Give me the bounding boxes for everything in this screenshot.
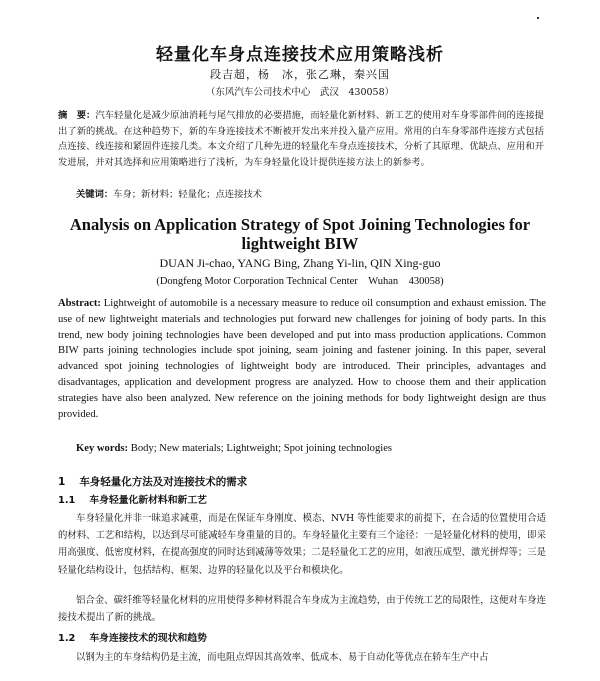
subsection-1-1-heading bbox=[58, 492, 207, 506]
subsection-1-1-title: 车身轻量化新材料和新工艺 bbox=[89, 495, 207, 506]
chinese-keywords bbox=[76, 186, 546, 200]
subsection-1-2-number: 1.2 bbox=[58, 633, 76, 644]
subsection-1-2-heading bbox=[58, 630, 207, 644]
chinese-abstract-text: 汽车轻量化是减少原油消耗与尾气排放的必要措施，而轻量化新材料、新工艺的使用对车身零部件间的连接提出了新的挑战。在这种趋势下，新的车身连接技术不断被开发出来并投入量产应用。常用的白车身零部件连接方式包括点连接、线连接和紧固件连接几类。本文介绍了几种先进的轻量化车身点连接技术，分析了其原理、优缺点、应用和开发进展，并对其选择和应用策略进行了浅析，为车身轻量化设计提供连接方法上的新参考。 bbox=[58, 110, 544, 168]
section-1-title: 车身轻量化方法及对连接技术的需求 bbox=[79, 476, 248, 488]
section-1-number: 1 bbox=[58, 476, 66, 488]
english-abstract-text: Lightweight of automobile is a necessary measure to reduce oil consumption and exhaust emission. The use of new lightweight materials and technologies put forward new challenges for joining of body parts. In this trend, new body joining technologies have been developed and put into mass production applications. Common BIW parts joining technologies include spot joining, seam joining and fastener joining. In this paper, several advanced spot joining technologies of lightweight body are introduced. Their principles, advantages and disadvantages, application and development progress are analyzed. How to choose them and their application strategies have also been analyzed. New reference on the joining methods for body lightweight design are thus provided. bbox=[58, 298, 546, 420]
body-paragraph-3: 以钢为主的车身结构仍是主流，而电阻点焊因其高效率、低成本、易于自动化等优点在轿车生产中占 bbox=[76, 652, 489, 663]
english-abstract bbox=[58, 296, 546, 422]
english-abstract-label: Abstract: bbox=[58, 298, 101, 309]
english-title: Analysis on Application Strategy of Spot Joining Technologies for lightweight BIW bbox=[69, 215, 531, 253]
english-affiliation: (Dongfeng Motor Corporation Technical Center Wuhan 430058) bbox=[156, 276, 444, 287]
english-keywords bbox=[76, 443, 546, 454]
chinese-abstract-label: 摘 要： bbox=[58, 110, 96, 121]
english-authors: DUAN Ji-chao, YANG Bing, Zhang Yi-lin, QIN Xing-guo bbox=[159, 256, 441, 270]
body-paragraph-1: 车身轻量化并非一昧追求减重，而是在保证车身刚度、模态、NVH 等性能要求的前提下，在合适的位置使用合适的材料、工艺和结构，以达到尽可能减轻车身重量的目的。车身轻量化主要有三个途径：一是轻量化材料的使用，即采用高强度、低密度材料，在提高强度的同时达到减薄等效果；二是轻量化工艺的应用，如液压成型、激光拼焊等；三是轻量化结构设计，包括结构、框架、边界的轻量化以及平台和模块化。 bbox=[58, 513, 546, 576]
chinese-keywords-text: 车身；新材料；轻量化；点连接技术 bbox=[113, 189, 262, 200]
chinese-authors: 段吉超，杨 冰，张乙琳，秦兴国 bbox=[210, 68, 390, 81]
chinese-keywords-label: 关键词： bbox=[76, 189, 114, 200]
english-keywords-label: Key words: bbox=[76, 443, 129, 454]
english-keywords-text: Body; New materials; Lightweight; Spot joining technologies bbox=[130, 443, 393, 454]
chinese-abstract bbox=[58, 108, 544, 170]
chinese-affiliation: （东风汽车公司技术中心 武汉 430058） bbox=[205, 87, 395, 98]
subsection-1-1-number: 1.1 bbox=[58, 495, 76, 506]
scan-speck bbox=[537, 17, 539, 19]
subsection-1-2-title: 车身连接技术的现状和趋势 bbox=[89, 633, 207, 644]
section-1-heading bbox=[58, 474, 247, 489]
chinese-title: 轻量化车身点连接技术应用策略浅析 bbox=[156, 45, 444, 65]
body-paragraph-2: 铝合金、碳纤维等轻量化材料的应用使得多种材料混合车身成为主流趋势，由于传统工艺的局限性，这便对车身连接技术提出了新的挑战。 bbox=[58, 595, 546, 624]
